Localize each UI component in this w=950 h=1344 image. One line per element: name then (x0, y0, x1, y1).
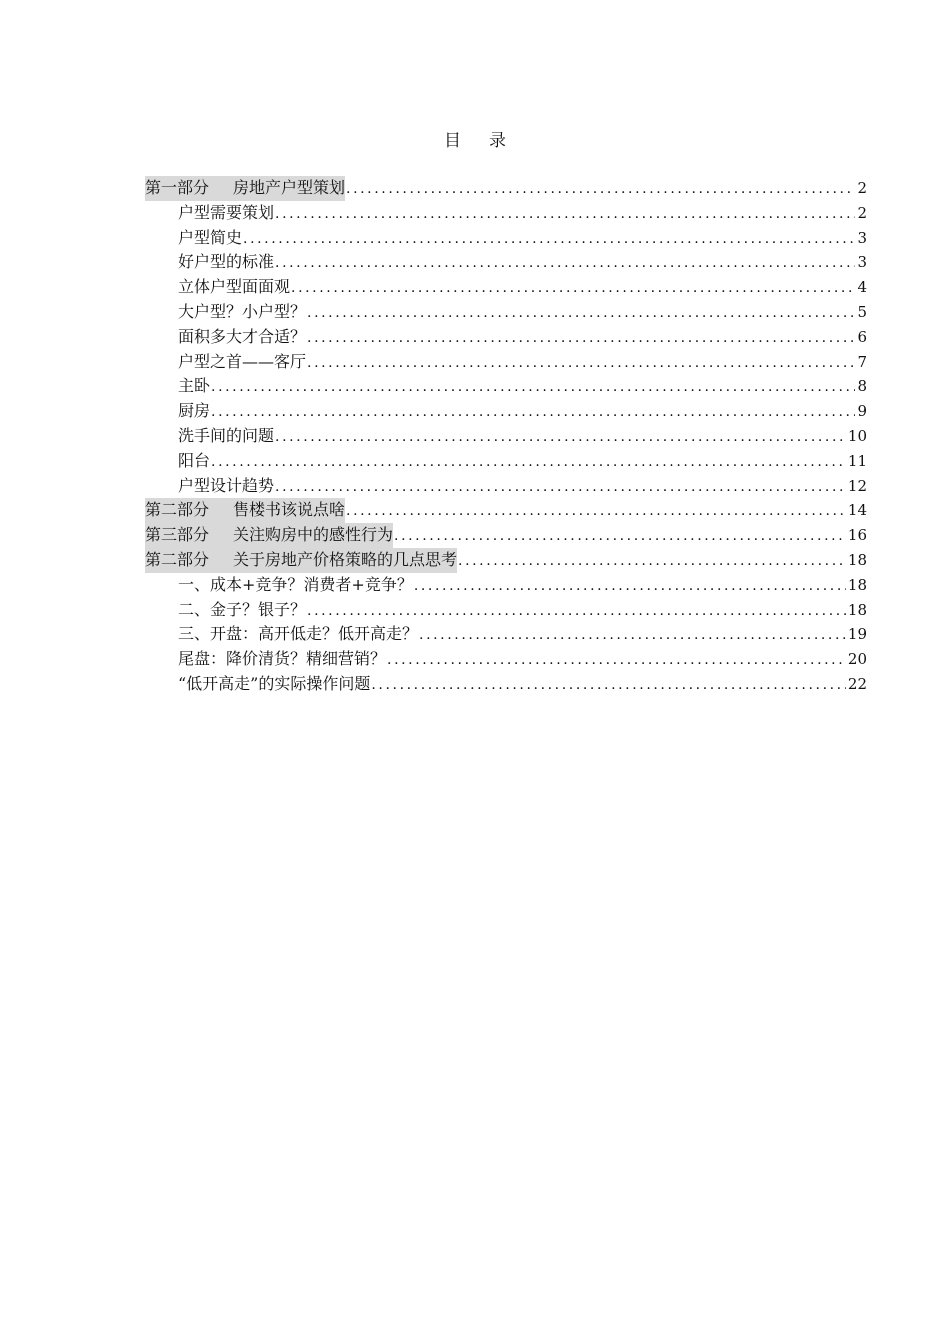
toc-entry-text: 主卧 (178, 376, 211, 396)
toc-heading-right: 录 (489, 131, 506, 151)
toc-page-number: 22 (847, 674, 867, 693)
toc-section-entry[interactable] (145, 374, 867, 399)
toc-dot-leader (211, 400, 855, 425)
toc-dot-leader (211, 450, 846, 475)
toc-entry-text: 二、金子？银子？ (178, 599, 307, 619)
toc-entry-text: 好户型的标准 (178, 252, 275, 272)
toc-page-number: 7 (857, 352, 867, 371)
toc-dot-leader (458, 549, 846, 574)
toc-page-number: 2 (857, 179, 867, 197)
toc-part-label: 第二部分 (145, 500, 210, 520)
toc-dot-leader (387, 648, 846, 673)
toc-dot-leader (275, 425, 846, 450)
toc-page-number: 12 (847, 476, 867, 495)
toc-page-number: 9 (857, 402, 867, 421)
toc-section-entry[interactable] (145, 474, 867, 499)
toc-entry-text: 户型之首——客厅 (178, 351, 307, 371)
toc-section-entry[interactable] (145, 350, 867, 375)
toc-entry-text: “低开高走”的实际操作问题 (178, 673, 371, 693)
toc-section-entry[interactable] (145, 300, 867, 325)
toc-entry-text (145, 523, 393, 548)
toc-section-entry[interactable] (145, 250, 867, 275)
toc-dot-leader (307, 301, 855, 326)
toc-part-entry[interactable] (145, 548, 867, 573)
toc-part-label: 第二部分 (145, 549, 210, 569)
toc-dot-leader (419, 623, 846, 648)
toc-entry-text: 户型简史 (178, 227, 243, 247)
toc-entry-text: 厨房 (178, 401, 211, 421)
toc-entry-text: 阳台 (178, 450, 211, 470)
toc-page-number: 3 (857, 253, 867, 272)
toc-entry-title: 房地产户型策划 (233, 178, 346, 197)
toc-entry-text: 三、开盘：高开低走？低开高走？ (178, 624, 419, 644)
toc-dot-leader (211, 375, 855, 400)
toc-entry-text: 立体户型面面观 (178, 277, 291, 297)
toc-entry-text (145, 176, 345, 201)
toc-section-entry[interactable] (145, 275, 867, 300)
toc-dot-leader (346, 177, 855, 202)
toc-entry-text: 户型设计趋势 (178, 475, 275, 495)
toc-dot-leader (307, 351, 855, 376)
toc-dot-leader (346, 499, 846, 524)
toc-entry-title: 关于房地产价格策略的几点思考 (233, 549, 458, 569)
toc-entry-text: 户型需要策划 (178, 202, 275, 222)
toc-entry-text (145, 548, 457, 573)
toc-section-entry[interactable] (145, 399, 867, 424)
toc-page-number: 18 (847, 575, 867, 594)
toc-entry-text: 大户型？小户型？ (178, 301, 307, 321)
toc-section-entry[interactable] (145, 672, 867, 697)
toc-section-entry[interactable] (145, 226, 867, 251)
toc-heading (0, 126, 950, 151)
toc-part-entry[interactable] (145, 498, 867, 523)
toc-part-label: 第三部分 (145, 525, 210, 545)
table-of-contents (145, 176, 867, 697)
toc-dot-leader (275, 475, 846, 500)
toc-part-label: 第一部分 (145, 178, 210, 197)
toc-section-entry[interactable] (145, 598, 867, 623)
toc-dot-leader (275, 202, 855, 227)
toc-dot-leader (394, 524, 846, 549)
toc-section-entry[interactable] (145, 325, 867, 350)
toc-entry-text: 面积多大才合适？ (178, 326, 307, 346)
toc-dot-leader (371, 673, 846, 698)
toc-part-entry[interactable] (145, 176, 867, 201)
toc-page-number: 19 (847, 625, 867, 644)
toc-dot-leader (243, 227, 855, 252)
toc-entry-title: 售楼书该说点啥 (233, 500, 346, 520)
toc-page-number: 2 (857, 203, 867, 222)
toc-entry-text: 尾盘：降价清货？精细营销？ (178, 649, 387, 669)
toc-page-number: 6 (857, 327, 867, 346)
toc-entry-title: 关注购房中的感性行为 (233, 525, 394, 545)
toc-page-number: 10 (847, 426, 867, 445)
toc-page-number: 18 (847, 600, 867, 619)
toc-page-number: 8 (857, 377, 867, 396)
toc-section-entry[interactable] (145, 573, 867, 598)
toc-part-entry[interactable] (145, 523, 867, 548)
toc-dot-leader (307, 326, 855, 351)
toc-dot-leader (291, 276, 855, 301)
toc-section-entry[interactable] (145, 201, 867, 226)
toc-page-number: 20 (847, 650, 867, 669)
toc-section-entry[interactable] (145, 424, 867, 449)
toc-entry-text (145, 498, 345, 523)
toc-heading-left: 目 (444, 131, 461, 151)
toc-section-entry[interactable] (145, 647, 867, 672)
toc-page-number: 3 (857, 228, 867, 247)
toc-page-number: 14 (847, 501, 867, 520)
toc-dot-leader (307, 599, 846, 624)
toc-entry-text: 一、成本+竞争？消费者+竞争？ (178, 574, 413, 594)
toc-section-entry[interactable] (145, 449, 867, 474)
toc-page-number: 5 (857, 302, 867, 321)
toc-dot-leader (275, 251, 855, 276)
toc-page-number: 4 (857, 278, 867, 297)
toc-entry-text: 洗手间的问题 (178, 425, 275, 445)
toc-page-number: 16 (847, 526, 867, 545)
toc-page-number: 11 (847, 451, 867, 470)
toc-page-number: 18 (847, 550, 867, 569)
toc-dot-leader (414, 574, 846, 599)
toc-section-entry[interactable] (145, 622, 867, 647)
